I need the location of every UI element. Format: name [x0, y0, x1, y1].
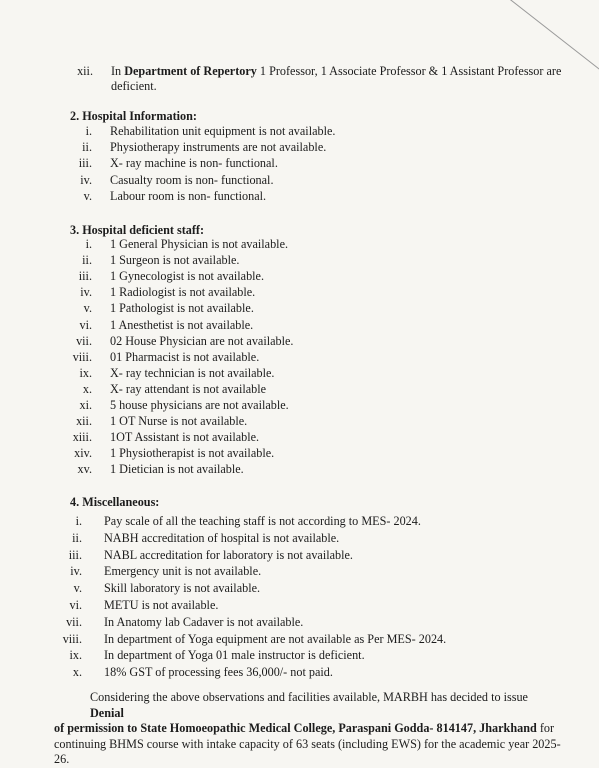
- list-item-text: 1OT Assistant is not available.: [110, 430, 260, 445]
- list-number: iv.: [80, 285, 92, 300]
- list-number: x.: [72, 665, 82, 680]
- list-number: i.: [85, 237, 92, 251]
- list-number: v.: [83, 301, 92, 316]
- list-number: ii.: [82, 140, 92, 155]
- list-number: ii.: [72, 530, 82, 545]
- list-item-text: Labour room is non- functional.: [110, 188, 267, 203]
- list-item-text: X- ray attendant is not available: [110, 381, 267, 396]
- list-item-text: Pay scale of all the teaching staff is not according to MES- 2024.: [104, 514, 421, 528]
- list-item-text: 1 Physiotherapist is not available.: [110, 446, 275, 461]
- list-item-text: 1 Dietician is not available.: [110, 462, 244, 477]
- list-item-text: Skill laboratory is not available.: [104, 581, 261, 596]
- list-number: iii.: [68, 547, 82, 562]
- list-number: vii.: [66, 614, 82, 629]
- list-number: vi.: [79, 317, 92, 332]
- list-item-text: NABH accreditation of hospital is not available.: [104, 530, 340, 545]
- list-item-text: X- ray technician is not available.: [110, 365, 275, 380]
- list-item-text: 1 Surgeon is not available.: [110, 253, 240, 268]
- list-number: vii.: [76, 333, 92, 348]
- list-item-text: In department of Yoga 01 male instructor is deficient.: [104, 648, 365, 663]
- section-heading-miscellaneous: 4. Miscellaneous:: [70, 495, 160, 509]
- list-item-text: Physiotherapy instruments are not available.: [110, 140, 327, 155]
- list-item-text: METU is not available.: [104, 598, 219, 612]
- list-item-text: Casualty room is non- functional.: [110, 172, 274, 187]
- list-item-text: 01 Pharmacist is not available.: [110, 349, 260, 364]
- list-item-text: In Anatomy lab Cadaver is not available.: [104, 614, 304, 629]
- list-number: xii.: [76, 414, 92, 429]
- list-number: v.: [73, 581, 82, 596]
- repertory-deficiency-line: In Department of Repertory 1 Professor, 1 Associate Professor & 1 Assistant Professor are: [111, 64, 562, 78]
- repertory-deficiency-continuation: deficient.: [111, 79, 157, 93]
- list-item-text: 1 General Physician is not available.: [110, 237, 289, 251]
- list-number: viii.: [72, 349, 92, 364]
- list-item-text: 18% GST of processing fees 36,000/- not paid.: [104, 665, 333, 680]
- section-heading-hospital-information: 2. Hospital Information:: [70, 109, 197, 123]
- repertory-dept-bold: Department of Repertory: [124, 64, 257, 78]
- list-number: i.: [75, 514, 82, 528]
- list-number: xiii.: [72, 430, 92, 445]
- list-item-text: 1 Pathologist is not available.: [110, 301, 254, 316]
- list-number: ix.: [79, 365, 92, 380]
- list-number: ii.: [82, 253, 92, 268]
- list-number: iv.: [80, 172, 92, 187]
- list-item-text: X- ray machine is non- functional.: [110, 156, 278, 171]
- list-number: i.: [85, 124, 92, 138]
- list-item-text: 02 House Physician are not available.: [110, 333, 294, 348]
- list-number: x.: [82, 381, 92, 396]
- list-number: xiv.: [74, 446, 92, 461]
- list-item-text: 1 Anesthetist is not available.: [110, 317, 254, 332]
- list-number: iv.: [70, 564, 82, 579]
- list-item-text: Emergency unit is not available.: [104, 564, 262, 579]
- list-number: v.: [83, 188, 92, 203]
- list-item-text: 1 OT Nurse is not available.: [110, 414, 248, 429]
- list-number: ix.: [69, 648, 82, 663]
- list-number: viii.: [62, 631, 82, 646]
- list-item-text: 5 house physicians are not available.: [110, 398, 289, 412]
- section-heading-hospital-deficient-staff: 3. Hospital deficient staff:: [70, 223, 205, 237]
- list-item-text: 1 Radiologist is not available.: [110, 285, 256, 300]
- list-number: iii.: [78, 269, 92, 284]
- closing-paragraph: Considering the above observations and facilities available, MARBH has decided to issue Denial of permission to State Homoeopathic Medical College, Paraspani Godda- 814147, Jharkhand for continuing BHMS course with intake capacity of 63 seats (including EWS) for the academic year 2025- 26.: [54, 690, 561, 766]
- list-number: xii.: [77, 64, 93, 78]
- list-number: xv.: [77, 462, 92, 477]
- list-number: xi.: [79, 398, 92, 412]
- list-number: vi.: [69, 598, 82, 612]
- list-item-text: Rehabilitation unit equipment is not available.: [110, 124, 336, 138]
- list-number: iii.: [78, 156, 92, 171]
- list-item-text: 1 Gynecologist is not available.: [110, 269, 265, 284]
- list-item-text: In department of Yoga equipment are not available as Per MES- 2024.: [104, 631, 447, 646]
- list-item-text: NABL accreditation for laboratory is not available.: [104, 547, 353, 562]
